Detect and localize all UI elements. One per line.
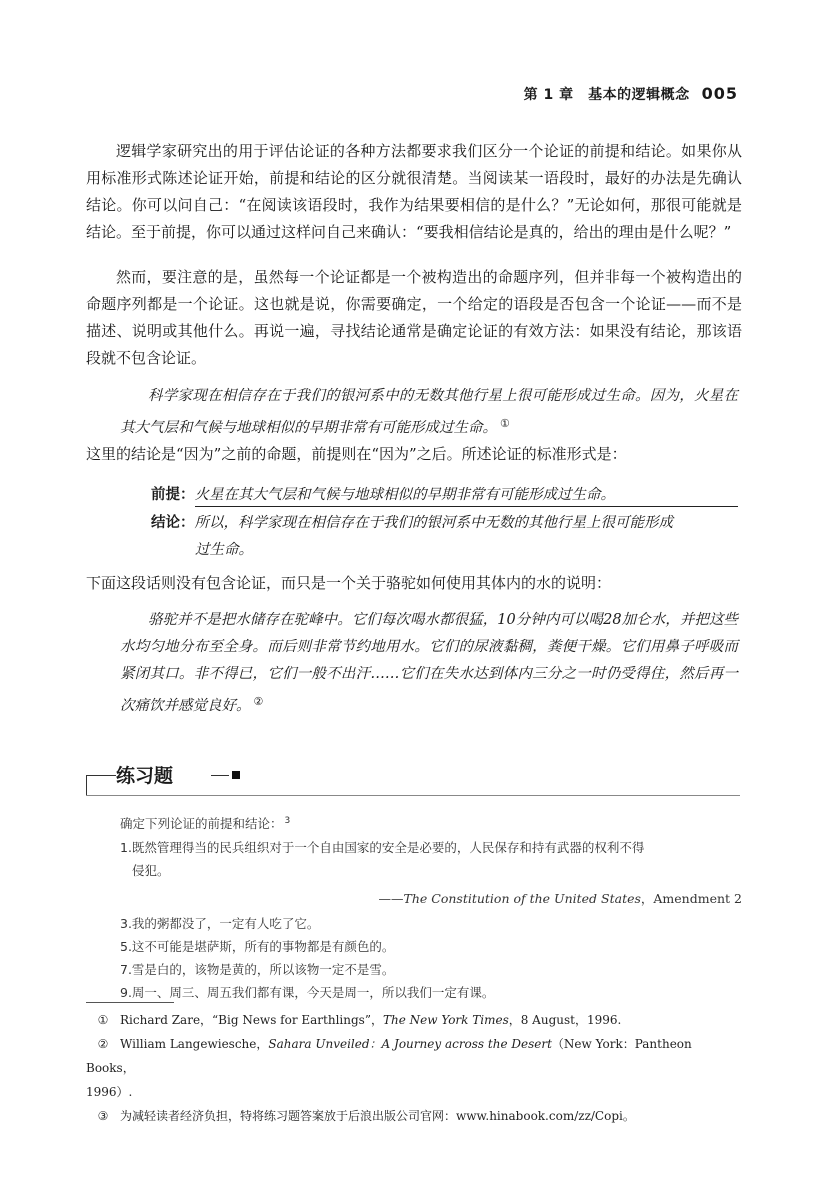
header-bottom-rule (86, 795, 740, 796)
source-dash: —— (378, 891, 404, 906)
paragraph-1: 逻辑学家研究出的用于评估论证的各种方法都要求我们区分一个论证的前提和结论。如果你从用标准形式陈述论证开始，前提和结论的区分就很清楚。当阅读某一语段时，最好的办法是先确认结论。你可以问自己：“在阅读该语段时，我作为结果要相信的是什么？”无论如何，那很可能就是结论。至于前提，你可以通过这样问自己来确认：“要我相信结论是真的，给出的理由是什么呢？” (86, 142, 742, 241)
footnote-2-continued: 1996）. (86, 1085, 133, 1099)
footnote-2-author: William Langewiesche， (120, 1037, 269, 1051)
footnote-rule (86, 1002, 174, 1003)
source-detail: ，Amendment 2 (640, 891, 742, 906)
footnote-ref-2: ② (253, 695, 264, 708)
header-corner-line (86, 775, 87, 796)
exercise-item-1-source (120, 887, 742, 910)
footnote-3-mark: ③ (97, 1109, 109, 1123)
premise-text: 火星在其大气层和气候与地球相似的早期非常有可能形成过生命。 (194, 487, 615, 503)
exercise-item-1: 1.既然管理得当的民兵组织对于一个自由国家的安全是必要的，人民保存和持有武器的权利不得 (120, 840, 645, 855)
conclusion-label: 结论： (151, 515, 195, 531)
footnote-1-mark: ① (97, 1013, 109, 1027)
paragraph-4: 下面这段话则没有包含论证，而只是一个关于骆驼如何使用其体内的水的说明： (86, 574, 612, 592)
conclusion-block (151, 510, 739, 564)
footnote-1-date: ，8 August，1996. (508, 1013, 622, 1027)
quote-2-text: 骆驼并不是把水储存在驼峰中。它们每次喝水都很猛，10分钟内可以喝28加仑水，并把这些水均匀地分布至全身。而后则非常节约地用水。它们的尿液黏稠，粪便干燥。它们用鼻子呼吸而紧闭其口。非不得已，它们一般不出汗……它们在失水达到体内三分之一时仍受得住，然后再一次痛饮并感觉良好。 (120, 612, 738, 714)
running-header (524, 84, 738, 104)
footnote-2-book-title: Sahara Unveiled：A Journey across the Desert (268, 1037, 552, 1051)
example-quote-2 (120, 607, 738, 720)
footnote-3-text: 为减轻读者经济负担，特将练习题答案放于后浪出版公司官网：www.hinabook.com/zz/Copi。 (120, 1109, 635, 1123)
paragraph-2: 然而，要注意的是，虽然每一个论证都是一个被构造出的命题序列，但并非每一个被构造出的命题序列都是一个论证。这也就是说，你需要确定，一个给定的语段是否包含一个论证——而不是描述、说明或其他什么。再说一遍，寻找结论通常是确定论证的有效方法：如果没有结论，那该语段就不包含论证。 (86, 268, 742, 367)
footnote-1-publication: The New York Times (382, 1013, 509, 1027)
exercises-intro-text: 确定下列论证的前提和结论： (120, 816, 283, 831)
exercise-item-5: 5.这不可能是堪萨斯，所有的事物都是有颜色的。 (120, 939, 395, 954)
exercise-item-9: 9.周一、周三、周五我们都有课，今天是周一，所以我们一定有课。 (120, 985, 495, 1000)
paragraph-3: 这里的结论是“因为”之前的命题，前提则在“因为”之后。所述论证的标准形式是： (86, 445, 627, 463)
square-bullet-icon (232, 771, 240, 779)
premise-line (151, 482, 739, 509)
header-trail-line (211, 775, 229, 776)
exercises-title: 练习题 (116, 765, 174, 787)
exercise-item-7: 7.雪是白的，该物是黄的，所以该物一定不是雪。 (120, 962, 395, 977)
exercises-list (120, 810, 742, 1004)
exercises-header (86, 752, 740, 796)
quote-1-text: 科学家现在相信存在于我们的银河系中的无数其他行星上很可能形成过生命。因为，火星在其大气层和气候与地球相似的早期非常有可能形成过生命。 (120, 388, 738, 436)
footnote-1 (86, 1008, 742, 1032)
premise-label: 前提： (151, 487, 195, 503)
footnote-2 (86, 1032, 742, 1080)
header-lead-line (86, 775, 116, 776)
exercise-item-1-continued: 侵犯。 (132, 863, 170, 878)
footnote-ref-1: ① (500, 417, 510, 430)
exercise-item-3: 3.我的粥都没了，一定有人吃了它。 (120, 916, 320, 931)
footnote-2-publisher: （New York：Pantheon Books， (86, 1037, 692, 1075)
conclusion-text-line-2: 过生命。 (195, 542, 253, 558)
example-quote-1 (120, 383, 738, 442)
footnote-1-author: Richard Zare，“Big News for Earthlings”， (120, 1013, 383, 1027)
source-title: The Constitution of the United States (403, 891, 641, 906)
footnote-3 (86, 1104, 742, 1128)
page-number: 005 (701, 84, 738, 103)
footnote-ref-3: 3 (284, 816, 291, 826)
premise-conclusion-divider (195, 506, 738, 507)
conclusion-text-line-1: 所以，科学家现在相信存在于我们的银河系中无数的其他行星上很可能形成 (194, 515, 673, 531)
footnote-2-mark: ② (97, 1037, 109, 1051)
exercises-intro (120, 810, 742, 835)
footnotes (86, 1008, 742, 1128)
chapter-title: 第 1 章 基本的逻辑概念 (523, 87, 690, 103)
